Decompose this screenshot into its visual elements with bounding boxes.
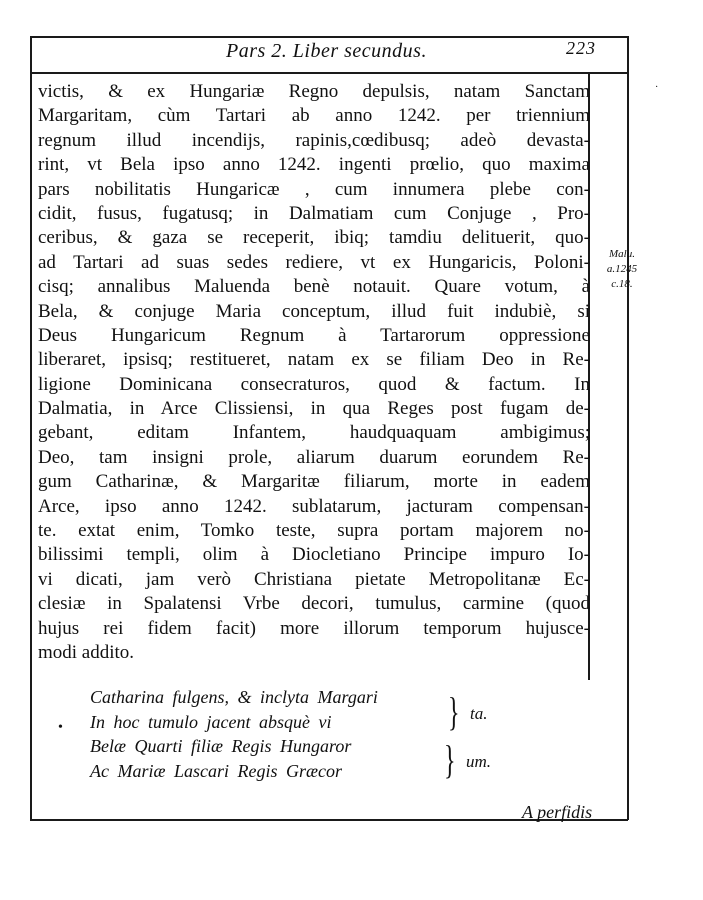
text-line: victis, & ex Hungariæ Regno depulsis, natam Sanctam bbox=[38, 81, 590, 102]
verse-brace-top: } bbox=[448, 689, 460, 734]
text-line: ceribus, & gaza se receperit, ibiq; tamdiu delituerit, quo- bbox=[38, 227, 590, 249]
marginal-note-line: a.1245 bbox=[606, 263, 638, 275]
text-line: Deo, tam insigni prole, aliarum duarum eorundem Re- bbox=[38, 446, 590, 468]
verse-line: Catharina fulgens, & inclyta Margari bbox=[90, 687, 378, 707]
body-text bbox=[38, 80, 590, 665]
marginal-note-line: Malu. bbox=[609, 248, 635, 260]
text-line: gum Catharinæ, & Margaritæ filiarum, morte in eadem bbox=[38, 471, 590, 493]
text-line: rint, vt Bela ipso anno 1242. ingenti prœlio, quo maxima bbox=[38, 154, 590, 176]
text-line: liberaret, ipsisq; restitueret, natam ex se filiam Deo in Re- bbox=[38, 349, 590, 371]
text-line: ad Tartari ad suas sedes rediere, vt ex Hungaricis, Poloni- bbox=[38, 251, 590, 273]
verse-line: Ac Mariæ Lascari Regis Græcor bbox=[90, 760, 342, 781]
marginal-note bbox=[592, 247, 652, 292]
text-line: bilissimi templi, olim à Diocletiano Principe impuro Io- bbox=[38, 544, 590, 566]
margin-dot: · bbox=[655, 82, 659, 93]
text-line: Arce, ipso anno 1242. sublatarum, jacturam compensan- bbox=[38, 495, 590, 517]
text-line: vi dicati, jam verò Christiana pietate Metropolitanæ Ec- bbox=[38, 568, 590, 590]
verse-bullet: • bbox=[58, 720, 63, 735]
text-line: cisq; annalibus Maluenda benè notauit. Quare votum, à bbox=[38, 276, 590, 298]
text-line: modi addito. bbox=[38, 641, 135, 663]
text-line: hujus rei fidem facit) more illorum temporum hujusce- bbox=[38, 617, 590, 639]
text-line: gebant, editam Infantem, haudquaquam ambigimus; bbox=[38, 422, 590, 444]
page-frame-right-rule bbox=[627, 36, 629, 820]
verse-line: Belæ Quarti filiæ Regis Hungaror bbox=[90, 736, 352, 756]
text-line: Deus Hungaricum Regnum à Tartarorum oppressione bbox=[38, 324, 590, 346]
text-line: regnum illud incendijs, rapinis,cœdibusq; adeò devasta- bbox=[38, 129, 590, 151]
verse-suffix-bottom: um. bbox=[466, 752, 492, 771]
text-line: Dalmatia, in Arce Clissiensi, in qua Reges post fugam de- bbox=[38, 398, 590, 420]
epitaph-verse bbox=[90, 685, 378, 783]
marginal-note-line: c.18. bbox=[611, 278, 633, 290]
text-line: ligione Dominicana consecraturos, quod & factum. In bbox=[38, 373, 590, 395]
page-frame-top-rule bbox=[30, 36, 628, 38]
text-line: Margaritam, cùm Tartari ab anno 1242. per triennium bbox=[38, 105, 590, 127]
text-line: Bela, & conjuge Maria conceptum, illud fuit indubiè, si bbox=[38, 300, 590, 322]
header-rule bbox=[30, 72, 628, 74]
running-head: Pars 2. Liber secundus. bbox=[226, 40, 427, 62]
text-line: clesiæ in Spalatensi Vrbe decori, tumulus, carmine (quod bbox=[38, 593, 590, 615]
text-line: pars nobilitatis Hungaricæ , cum innumera plebe con- bbox=[38, 178, 590, 200]
catchword: A perfidis bbox=[522, 802, 593, 822]
page-frame-left-rule bbox=[30, 36, 32, 820]
verse-brace-bottom: } bbox=[444, 737, 456, 782]
verse-suffix-top: ta. bbox=[470, 704, 488, 723]
text-line: te. extat enim, Tomko teste, supra portam majorem no- bbox=[38, 520, 590, 542]
text-line: cidit, fusus, fugatusq; in Dalmatiam cum Conjuge , Pro- bbox=[38, 202, 590, 224]
verse-line: In hoc tumulo jacent absquè vi bbox=[90, 711, 332, 732]
page-number: 223 bbox=[566, 38, 596, 58]
